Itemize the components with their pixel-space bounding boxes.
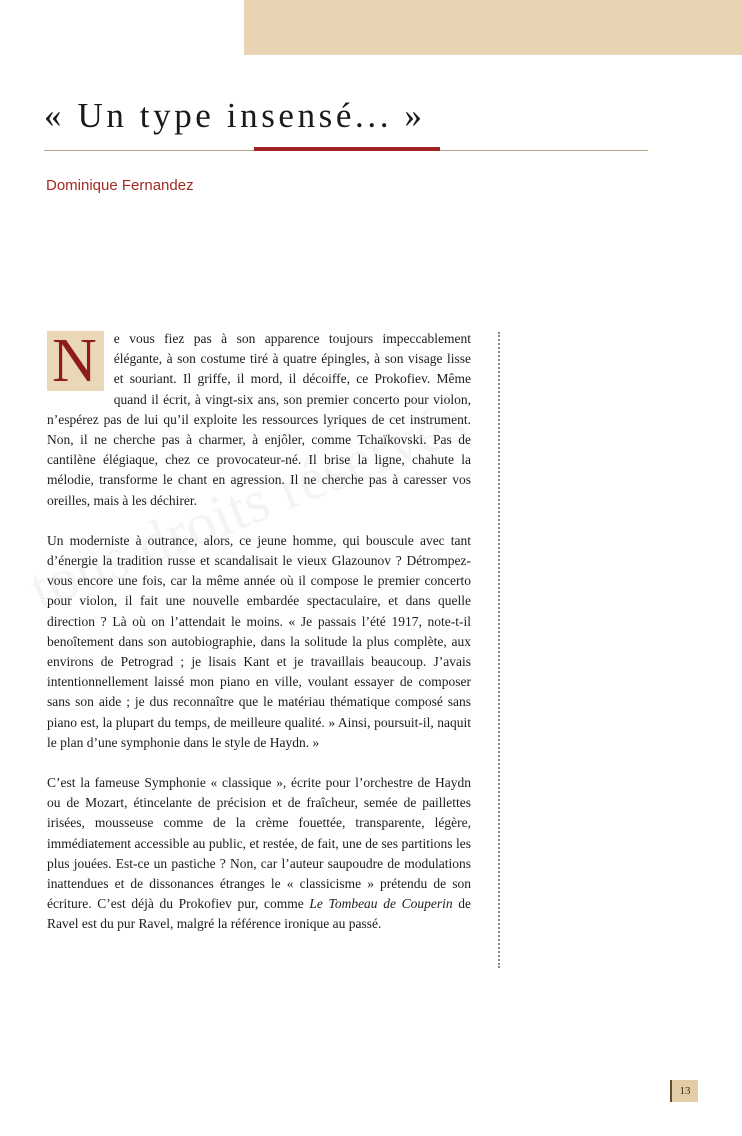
top-color-band (244, 0, 742, 55)
paragraph-1 (47, 329, 471, 511)
article-title: « Un type insensé... » (44, 96, 426, 135)
title-rule-accent (254, 147, 440, 151)
work-title-italic: Le Tombeau de Couperin (309, 896, 453, 912)
author-name: Dominique Fernandez (46, 177, 194, 194)
drop-cap: N (47, 331, 104, 391)
paragraph-3-before: C’est la fameuse Symphonie « classique », écrite pour l’orchestre de Haydn ou de Mozart, étincelante de précision et de fraîcheur, semée de paillettes irisées, mousseuse comme de la crème fouettée, transparente, légère, immédiatement accessible au public, et restée, de fait, une de ses partitions les plus jouées. Est-ce un pastiche ? Non, car l’auteur saupoudre de modulations inattendues et de dissonances étranges le « classicisme » prétendu de son écriture. C’est déjà du Prokofiev pur, comme (47, 775, 471, 912)
paragraph-2: Un moderniste à outrance, alors, ce jeune homme, qui bouscule avec tant d’énergie la tradition russe et scandalisait le vieux Glazounov ? Détrompez-vous encore une fois, car la même année où il compose le premier concerto pour violon, il fait une nouvelle embardée spectaculaire, et dans quelle direction ? Là où on l’attendait le moins. « Je passais l’été 1917, note-t-il benoîtement dans son autobiographie, dans la solitude la plus complète, aux environs de Petrograd ; je lisais Kant et je travaillais beaucoup. J’avais intentionnellement laissé mon piano en ville, voulant essayer de composer sans son aide ; je dus reconnaître que le matériau thématique composé sans piano est, la plupart du temps, de meilleure qualité. » Ainsi, poursuit-il, naquit le plan d’une symphonie dans le style de Haydn. » (47, 532, 471, 750)
article-body (47, 329, 471, 935)
paragraph-3 (47, 773, 471, 935)
paragraph-3-after: de Ravel est du pur Ravel, malgré la référence ironique au passé. (47, 896, 471, 932)
page-number: 13 (670, 1080, 698, 1102)
paragraph-1-text: e vous fiez pas à son apparence toujours impeccablement élégante, à son costume tiré à quatre épingles, à son visage lisse et souriant. Il griffe, il mord, il décoiffe, ce Prokofiev. Même quand il écrit, à vingt-six ans, son premier concerto pour violon, n’espérez pas de lui qu’il exploite les ressources lyriques de cet instrument. Non, il ne cherche pas à charmer, à enjôler, comme Tchaïkovski. Pas de cantilène élégiaque, chez ce provocateur-né. Il brise la ligne, chahute la mélodie, transforme le chant en agression. Il ne cherche pas à caresser vos oreilles, mais à les déchirer. (47, 331, 471, 508)
column-dotted-rule (498, 332, 500, 968)
